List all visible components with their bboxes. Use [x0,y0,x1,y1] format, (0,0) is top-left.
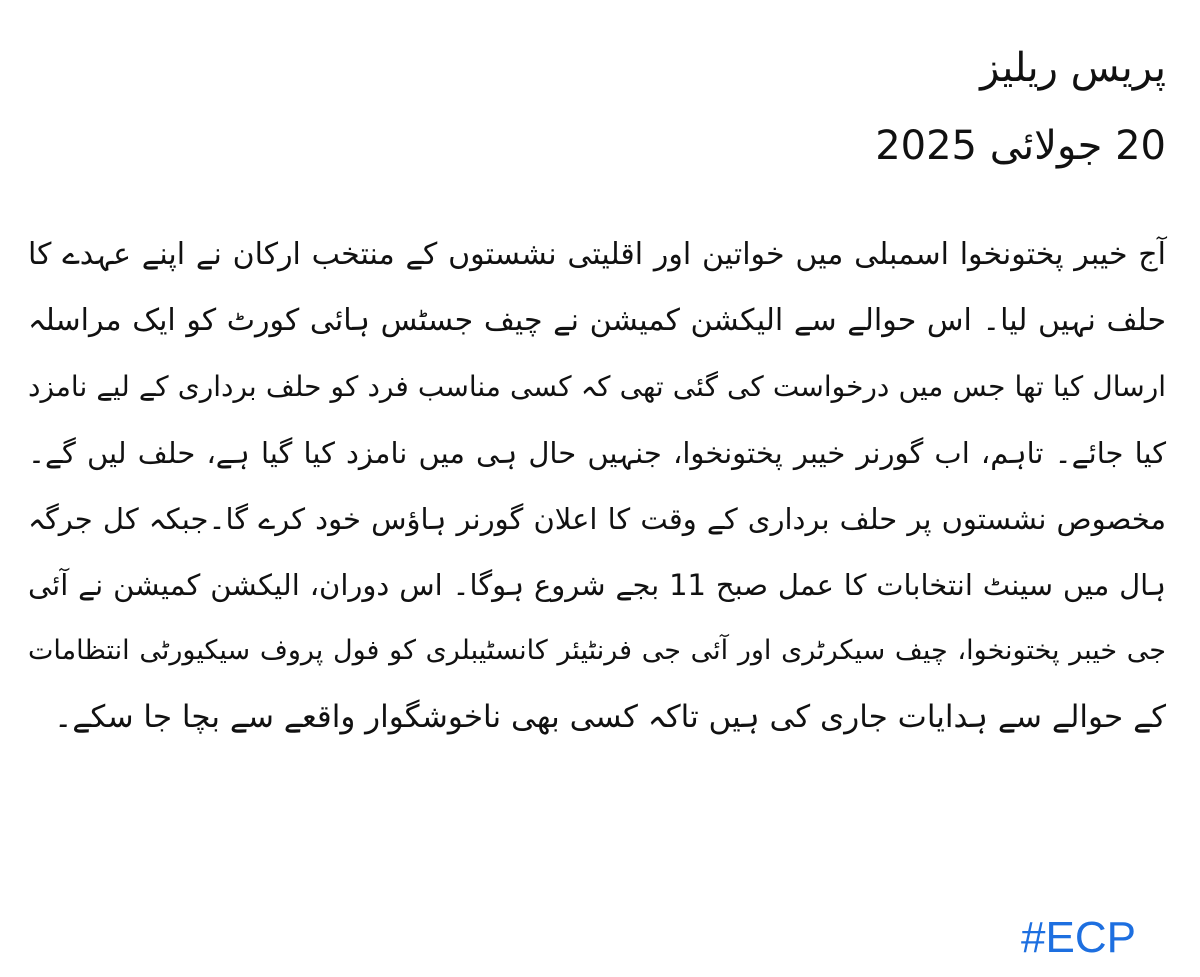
paragraph-line: حلف نہیں لیا۔ اس حوالے سے الیکشن کمیشن نے چیف جسٹس ہائی کورٹ کو ایک مراسلہ [28,303,1166,338]
document-date: 20 جولائی 2025 [875,123,1166,169]
paragraph-line: ہال میں سینٹ انتخابات کا عمل صبح 11 بجے شروع ہوگا۔ اس دوران، الیکشن کمیشن نے آئی [28,568,1167,602]
document-title: پریس ریلیز [980,45,1166,91]
paragraph-line: مخصوص نشستوں پر حلف برداری کے وقت کا اعلان گورنر ہاؤس خود کرے گا۔جبکہ کل جرگہ [28,502,1166,536]
paragraph-line: ارسال کیا تھا جس میں درخواست کی گئی تھی کہ کسی مناسب فرد کو حلف برداری کے لیے نامزد [28,370,1166,403]
paragraph-line: جی خیبر پختونخوا، چیف سیکرٹری اور آئی جی فرنٹیئر کانسٹیبلری کو فول پروف سیکیورٹی انتظامات [28,635,1166,666]
paragraph-line: کے حوالے سے ہدایات جاری کی ہیں تاکہ کسی بھی ناخوشگوار واقعے سے بچا جا سکے۔ [54,699,1166,735]
document-body [28,222,1166,750]
paragraph-line: کیا جائے۔ تاہم، اب گورنر خیبر پختونخوا، جنہیں حال ہی میں نامزد کیا گیا ہے، حلف لیں گے۔ [28,436,1166,470]
paragraph-line: آج خیبر پختونخوا اسمبلی میں خواتین اور اقلیتی نشستوں کے منتخب ارکان نے اپنے عہدے کا [28,237,1166,272]
hashtag-link[interactable]: #ECP [1021,913,1136,962]
